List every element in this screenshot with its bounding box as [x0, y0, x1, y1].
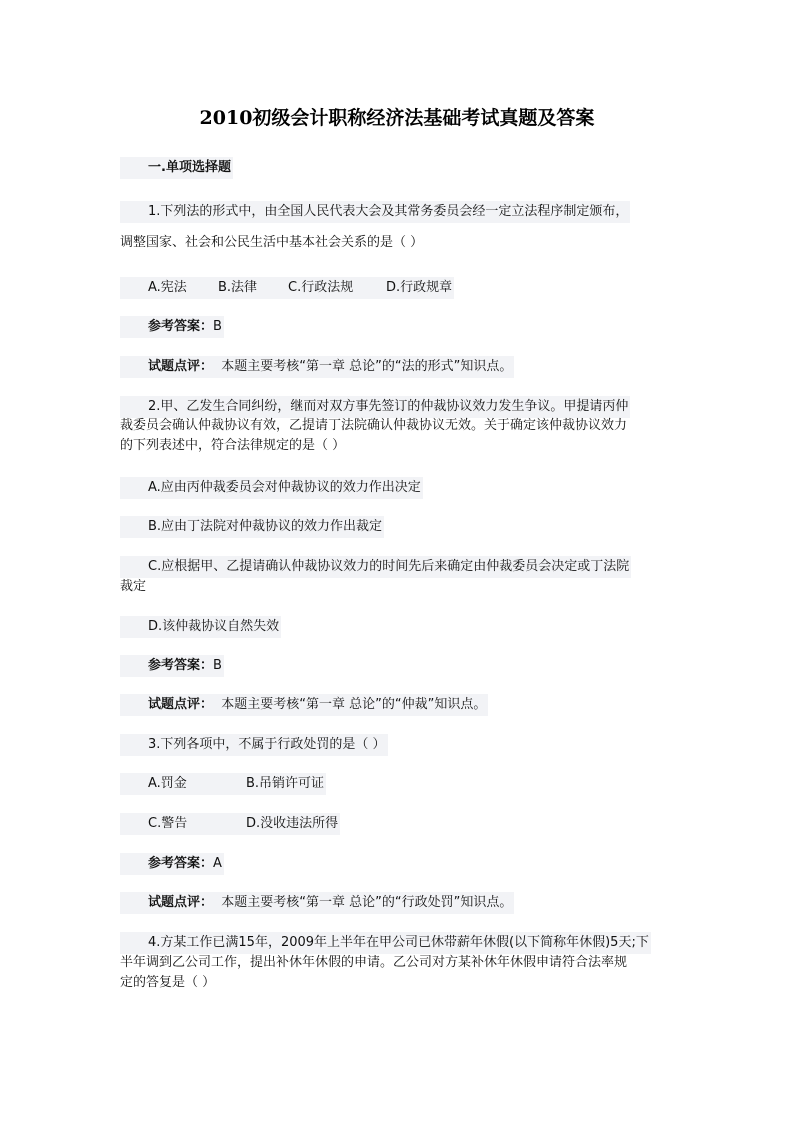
question-2-stem-line-1: 2.甲、乙发生合同纠纷，继而对双方事先签订的仲裁协议效力发生争议。甲提请丙仲 — [120, 396, 630, 418]
question-1-answer — [120, 316, 224, 338]
comment-label: 试题点评： — [148, 359, 214, 374]
question-2-option-a: A.应由丙仲裁委员会对仲裁协议的效力作出决定 — [120, 477, 423, 499]
question-1-options — [120, 277, 454, 299]
question-3-option-d: D.没收违法所得 — [246, 816, 339, 831]
question-2-option-d: D.该仲裁协议自然失效 — [120, 616, 281, 638]
question-1-option-b: B.法律 — [218, 280, 258, 295]
question-1-stem-line-2: 调整国家、社会和公民生活中基本社会关系的是（ ） — [120, 235, 424, 250]
question-1-option-d: D.行政规章 — [386, 280, 453, 295]
question-1-stem-line-1: 1.下列法的形式中，由全国人民代表大会及其常务委员会经一定立法程序制定颁布， — [120, 201, 630, 223]
question-2-option-b: B.应由丁法院对仲裁协议的效力作出裁定 — [120, 516, 384, 538]
question-3-comment — [120, 892, 514, 914]
question-3-option-a: A.罚金 — [148, 776, 187, 791]
question-1-option-a: A.宪法 — [148, 280, 187, 295]
comment-text: 本题主要考核“第一章 总论”的“仲裁”知识点。 — [221, 697, 487, 712]
question-3-option-b: B.吊销许可证 — [246, 776, 325, 791]
question-3-options-row-2 — [120, 813, 340, 835]
question-4-stem-line-1: 4.方某工作已满15年，2009年上半年在甲公司已休带薪年休假(以下简称年休假)5天;下 — [120, 932, 651, 954]
answer-label: 参考答案： — [148, 856, 214, 871]
document-title: 2010初级会计职称经济法基础考试真题及答案 — [199, 107, 595, 129]
question-2-answer — [120, 655, 224, 677]
question-1-comment — [120, 356, 514, 378]
answer-label: 参考答案： — [148, 658, 214, 673]
question-2-option-c-line-1: C.应根据甲、乙提请确认仲裁协议效力的时间先后来确定由仲裁委员会决定或丁法院 — [120, 556, 631, 578]
comment-label: 试题点评： — [148, 895, 214, 910]
question-3-answer — [120, 853, 224, 875]
comment-label: 试题点评： — [148, 697, 214, 712]
question-3-options-row-1 — [120, 773, 326, 795]
section-heading: 一.单项选择题 — [120, 157, 233, 179]
question-2-stem-line-2: 裁委员会确认仲裁协议有效，乙提请丁法院确认仲裁协议无效。关于确定该仲裁协议效力 — [120, 418, 628, 433]
comment-text: 本题主要考核“第一章 总论”的“法的形式”知识点。 — [221, 359, 513, 374]
question-2-option-c-line-2: 裁定 — [120, 579, 147, 594]
answer-label: 参考答案： — [148, 319, 214, 334]
answer-value: B — [213, 658, 222, 673]
comment-text: 本题主要考核“第一章 总论”的“行政处罚”知识点。 — [221, 895, 513, 910]
question-2-comment — [120, 694, 488, 716]
question-1-option-c: C.行政法规 — [288, 280, 354, 295]
question-4-stem-line-2: 半年调到乙公司工作，提出补休年休假的申请。乙公司对方某补休年休假申请符合法率规 — [120, 955, 628, 970]
question-3-stem: 3.下列各项中，不属于行政处罚的是（ ） — [120, 734, 388, 756]
answer-value: B — [213, 319, 222, 334]
question-2-stem-line-3: 的下列表述中，符合法律规定的是（ ） — [120, 438, 346, 453]
answer-value: A — [213, 856, 222, 871]
question-3-option-c: C.警告 — [148, 816, 188, 831]
question-4-stem-line-3: 定的答复是（ ） — [120, 975, 216, 990]
